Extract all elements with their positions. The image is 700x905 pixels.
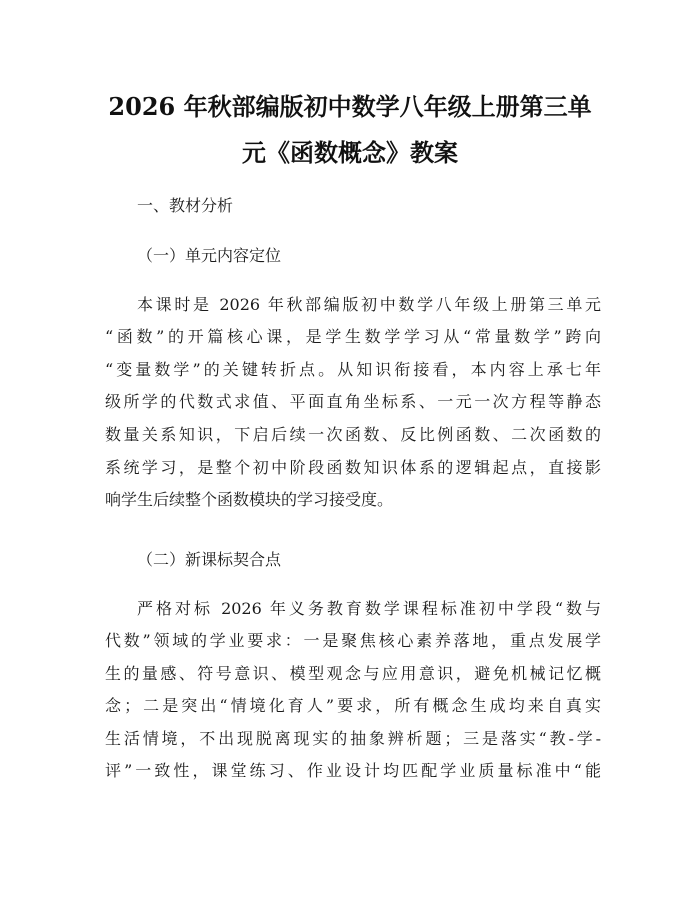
paragraph-line: 级所学的代数式求值、平面直角坐标系、一元一次方程等静态	[105, 392, 601, 411]
paragraph-line: 代数”领域的学业要求：一是聚焦核心素养落地，重点发展学	[105, 631, 601, 650]
paragraph-line: 评”一致性，课堂练习、作业设计均匹配学业质量标准中“能	[105, 761, 601, 780]
paragraph-line: 生活情境，不出现脱离现实的抽象辨析题；三是落实“教-学-	[105, 729, 601, 748]
paragraph-line: 生的量感、符号意识、模型观念与应用意识，避免机械记忆概	[105, 664, 601, 683]
paragraph-line: 本课时是 2026 年秋部编版初中数学八年级上册第三单元	[137, 295, 601, 314]
subsection-heading-unit-positioning: （一）单元内容定位	[137, 246, 282, 265]
paragraph-line: 数量关系知识，下启后续一次函数、反比例函数、二次函数的	[105, 425, 601, 444]
paragraph-line: “函数”的开篇核心课，是学生数学学习从“常量数学”跨向	[105, 327, 601, 346]
paragraph-line: 响学生后续整个函数模块的学习接受度。	[105, 490, 394, 509]
subsection-heading-curriculum-alignment: （二）新课标契合点	[137, 550, 282, 569]
document-title-line-1: 2026 年秋部编版初中数学八年级上册第三单	[108, 92, 592, 121]
paragraph-line: 严格对标 2026 年义务教育数学课程标准初中学段“数与	[137, 599, 601, 618]
section-heading-teaching-material-analysis: 一、教材分析	[137, 196, 234, 215]
paragraph-line: 系统学习，是整个初中阶段函数知识体系的逻辑起点，直接影	[105, 458, 601, 477]
document-title-line-2: 元《函数概念》教案	[242, 138, 458, 167]
paragraph-line: 念；二是突出“情境化育人”要求，所有概念生成均来自真实	[105, 696, 601, 715]
paragraph-line: “变量数学”的关键转折点。从知识衔接看，本内容上承七年	[105, 360, 601, 379]
